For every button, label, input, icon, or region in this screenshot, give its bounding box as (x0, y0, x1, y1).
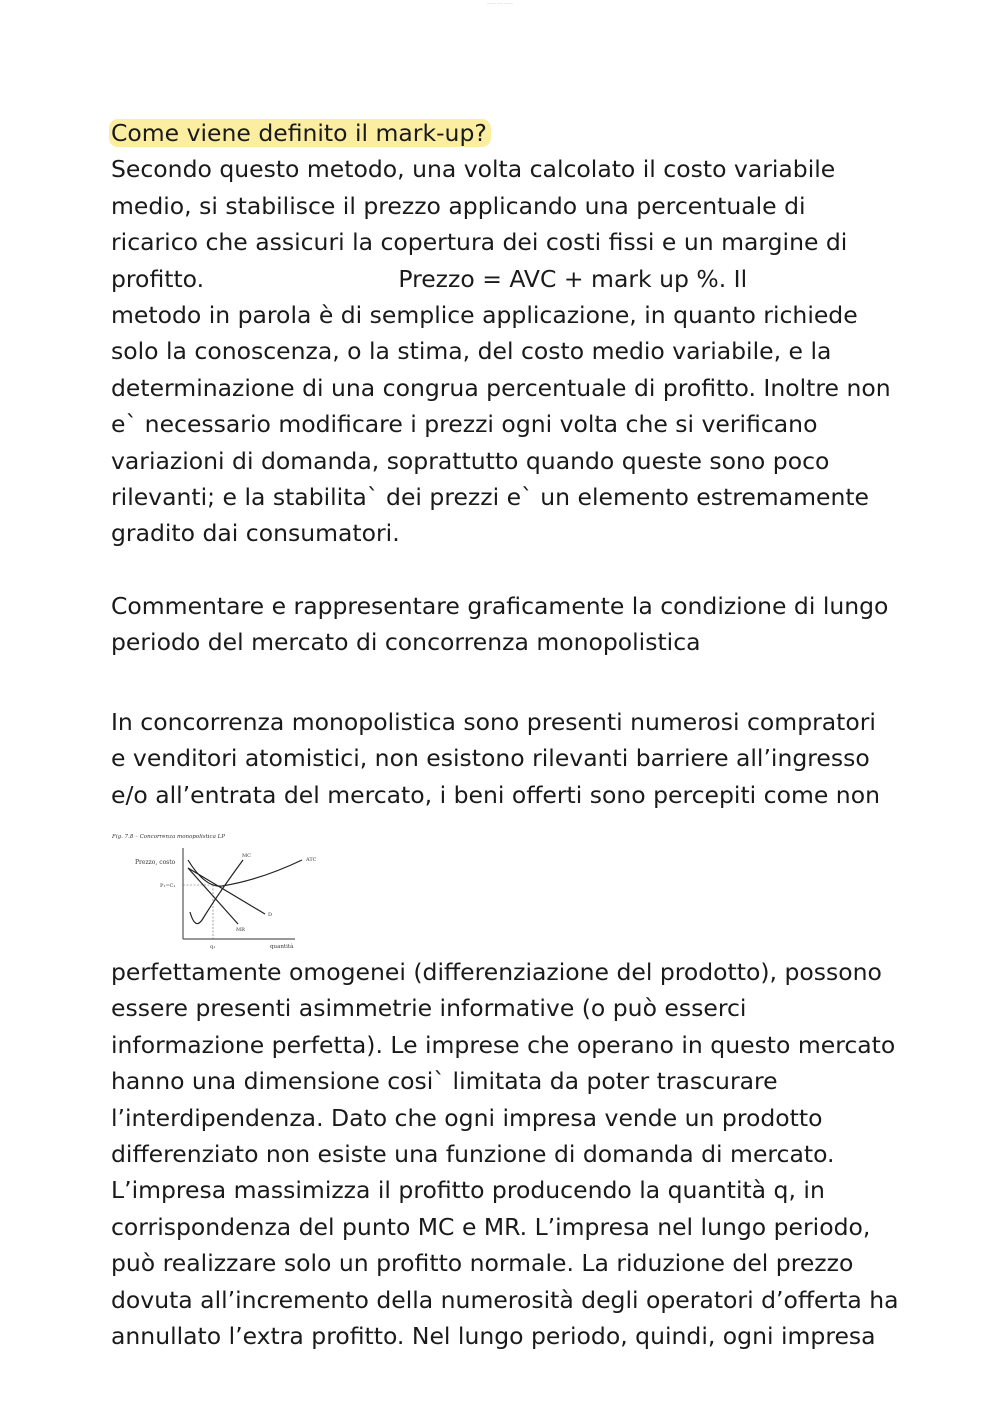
paragraph-line: e/o all’entrata del mercato, i beni offerti sono percepiti come non (111, 780, 880, 809)
paragraph-line: e venditori atomistici, non esistono rilevanti barriere all’ingresso (111, 744, 870, 773)
mc-label: MC (242, 853, 251, 859)
demand-curve (188, 868, 265, 914)
paragraph-line: informazione perfetta). Le imprese che operano in questo mercato (111, 1030, 896, 1059)
question-line: Commentare e rappresentare graficamente la condizione di lungo (111, 592, 889, 620)
figure-caption: Fig. 7.8 – Concorrenza monopolistica LP (112, 834, 226, 840)
paragraph-line: In concorrenza monopolistica sono presenti numerosi compratori (111, 708, 876, 736)
paragraph-line: e` necessario modificare i prezzi ogni volta che si verificano (111, 410, 818, 439)
price-label: P₁=C₁ (160, 883, 176, 889)
monopolistic-competition-figure (110, 832, 335, 954)
paragraph-line: annullato l’extra profitto. Nel lungo periodo, quindi, ogni impresa (111, 1322, 876, 1351)
figure-svg (110, 832, 335, 954)
paragraph-line: profitto. Prezzo = AVC + mark up %. Il (111, 264, 748, 293)
page-header-mark: ——— —— ——— (487, 1, 513, 5)
monopolistic-question (111, 588, 891, 661)
paragraph-line: rilevanti; e la stabilita` dei prezzi e` un elemento estremamente (111, 483, 870, 512)
atc-curve (188, 860, 302, 886)
monopolistic-paragraph-start (111, 704, 891, 813)
y-axis-label: Prezzo, costo (135, 859, 176, 866)
paragraph-line: determinazione di una congrua percentuale di profitto. Inoltre non (111, 373, 891, 402)
paragraph-line: hanno una dimensione cosi` limitata da poter trascurare (111, 1067, 778, 1096)
paragraph-line: solo la conoscenza, o la stima, del costo medio variabile, e la (111, 337, 832, 366)
quantity-label: q₁ (210, 944, 216, 950)
paragraph-line: metodo in parola è di semplice applicazione, in quanto richiede (111, 301, 858, 330)
x-axis-label: quantità (270, 944, 294, 950)
paragraph-line: Secondo questo metodo, una volta calcolato il costo variabile (111, 155, 836, 184)
paragraph-line: L’impresa massimizza il profitto producendo la quantità q, in (111, 1176, 825, 1205)
mr-label: MR (236, 927, 245, 933)
paragraph-line: differenziato non esiste una funzione di domanda di mercato. (111, 1140, 835, 1169)
paragraph-line: gradito dai consumatori. (111, 519, 400, 548)
paragraph-line: corrispondenza del punto MC e MR. L’impresa nel lungo periodo, (111, 1212, 871, 1241)
monopolistic-paragraph-continued (111, 954, 899, 1354)
question-line: periodo del mercato di concorrenza monopolistica (111, 628, 701, 657)
paragraph-line: ricarico che assicuri la copertura dei costi fissi e un margine di (111, 228, 848, 257)
paragraph-line: l’interdipendenza. Dato che ogni impresa vende un prodotto (111, 1103, 823, 1132)
paragraph-line: può realizzare solo un profitto normale. La riduzione del prezzo (111, 1249, 854, 1278)
paragraph-line: essere presenti asimmetrie informative (o può esserci (111, 994, 747, 1023)
demand-label: D (268, 912, 273, 918)
markup-section (111, 115, 891, 552)
atc-label: ATC (306, 857, 317, 863)
paragraph-line: medio, si stabilisce il prezzo applicando una percentuale di (111, 191, 806, 220)
highlighted-question: Come viene definito il mark-up? (109, 119, 491, 147)
mc-curve (190, 860, 243, 924)
paragraph-line: variazioni di domanda, soprattutto quando queste sono poco (111, 446, 830, 475)
paragraph-line: perfettamente omogenei (differenziazione del prodotto), possono (111, 958, 882, 986)
paragraph-line: dovuta all’incremento della numerosità degli operatori d’offerta ha (111, 1285, 899, 1314)
markup-question (111, 115, 891, 151)
